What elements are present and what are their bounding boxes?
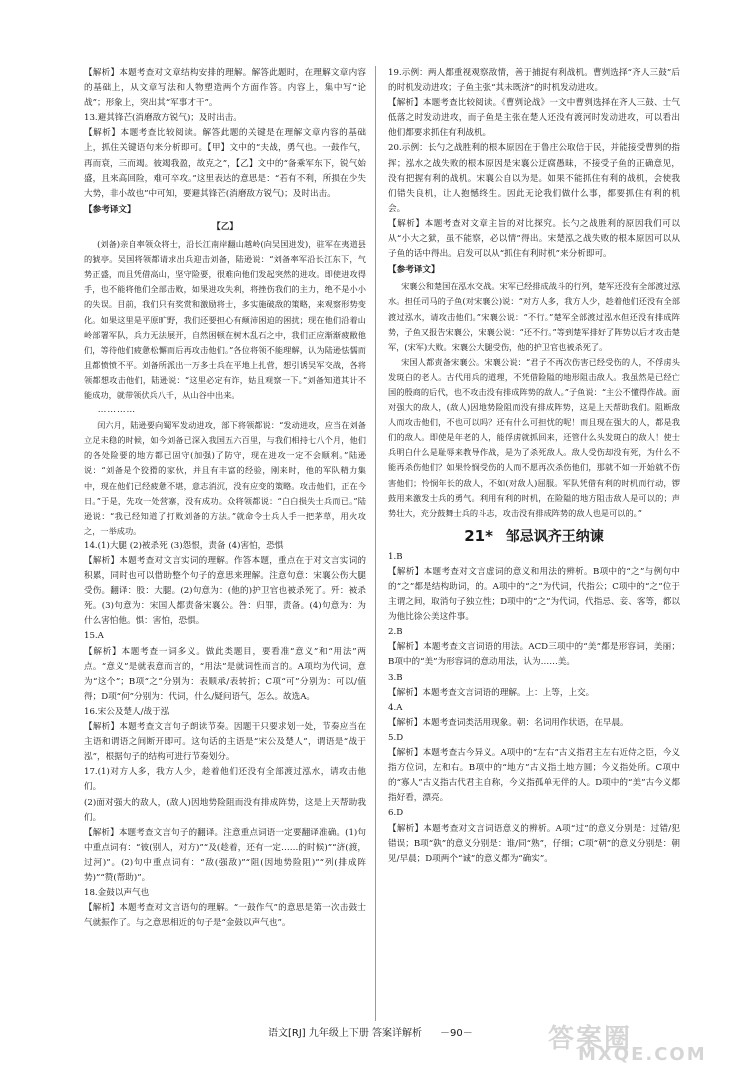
answer-13: 13.避其锋芒(消磨敌方锐气)；及时出击。 (84, 113, 242, 124)
answer-l5: 5.D (388, 732, 404, 743)
lesson-title: 邹忌讽齐王纳谏 (505, 528, 604, 545)
yi-translation-2: 闰六月，陆逊要向蜀军发动进攻，部下将领都说：“发动进攻，应当在刘备立足未稳的时候，如今刘备已深入我国五六百里，与我们相持七八个月，他们的各处险要的地方都已固守(加强)了防守，现在进攻一定不会顺利。”陆逊说：“刘备是个狡猾的家伙，并且有丰富的经验，刚来时，他的军队精力集中，现在他们已经疲惫不堪，意志消沉，没有应变的策略。攻击他们，正在今日。”于是，先攻一处营寨，没有成功。众将领都说：“白白损失士兵而已。”陆逊说：“我已经知道了打败刘备的方法。”就命令士兵人手一把茅草，用火攻之，一举成功。 (84, 420, 366, 536)
analysis-20: 【解析】本题考查对文章主旨的对比探究。长勺之战胜利的原因我们可以从“小大之狱，虽不能察，必以情”得出。宋楚泓之战失败的根本原因可以从子鱼的话中得出。启发可以从“抓住有利时机”来分析即可。 (388, 218, 680, 260)
reference-translation-heading: 【参考译文】 (388, 265, 440, 276)
yi-translation-1: (刘备)亲自率领众将士，沿长江南岸翻山越岭(向吴国进发)，驻军在夷道县的猇亭。吴国将领都请求出兵迎击刘备，陆逊说：“刘备率军沿长江东下，气势正盛，而且凭借高山，坚守险要，很难向他们发起突然的进攻。即使进攻得手，也不能将他们全部击败，如果进攻失利，将挫伤我们的主力，绝不是小小的失误。目前，我们只有奖赏和激励将士，多实施破敌的策略，来观察形势变化。如果这里是平原旷野，我们还要担心有颠沛困迫的困扰；现在他们沿着山岭部署军队，兵力无法展开，自然困顿在树木乱石之中，我们正应渐渐疲敝他们，等待他们疲惫松懈而后再攻击他们。”各位将领不能理解，认为陆逊怯懦而且都愤愤不平。刘备所派出一万多士兵在平地上扎营，想引诱吴军交战，各将领都想攻击他们，陆逊说：“这里必定有诈，姑且观察一下。”刘备知道其计不能成功，就带领伏兵八千，从山谷中出来。 (84, 239, 366, 400)
analysis-l3: 【解析】本题考查文言词语的理解。上：上等，上交。 (388, 687, 595, 698)
analysis-19: 【解析】本题考查比较阅读。《曹刿论战》一文中曹刿选择在齐人三鼓、士气低落之时发动进攻，而子鱼是主张在楚人还没有渡河时发动进攻，可以看出他们都要求抓住有利战机。 (388, 98, 680, 139)
translation-1: 宋襄公和楚国在泓水交战。宋军已经排成战斗的行列，楚军还没有全部渡过泓水。担任司马的子鱼(对宋襄公)说：“对方人多，我方人少，趁着他们还没有全部渡过泓水，请攻击他们。”宋襄公说：“不行。”楚军全部渡过泓水但还没有排成阵势，子鱼又报告宋襄公，宋襄公说：“还不行。”等到楚军排好了阵势以后才攻击楚军，(宋军)大败。宋襄公大腿受伤，他的护卫官也被杀死了。 (388, 281, 680, 352)
answer-l2: 2.B (388, 627, 403, 638)
answer-15: 15.A (84, 631, 104, 642)
analysis-18: 【解析】本题考查对文言语句的理解。“一鼓作气”的意思是第一次击鼓士气就振作了。与之意思相近的句子是“金鼓以声气也”。 (84, 903, 366, 929)
analysis-l2: 【解析】本题考查文言词语的用法。ACD三项中的“美”都是形容词，美丽；B项中的“美”为形容词的意动用法，认为……美。 (388, 642, 680, 668)
yi-heading: 【乙】 (212, 221, 238, 232)
analysis-16: 【解析】本题考查文言句子朗读节奏。因题干只要求划一处，节奏应当在主语和谓语之间断开即可。这句话的主语是“宋公及楚人”，谓语是“战于泓”，根据句子的结构可进行节奏划分。 (84, 722, 366, 763)
column-divider (375, 66, 376, 1021)
answer-l3: 3.B (388, 672, 403, 683)
watermark-text: 答案圈 (548, 1024, 633, 1054)
analysis-l5: 【解析】本题考查古今异义。A项中的“左右”古义指君主左右近侍之臣，今义指方位词，左和右。B项中的“地方”古义指土地方圆；今义指处所。C项中的“寡人”古义指古代君主自称，今义指孤单无伴的人。D项中的“美”古今义都指好看，漂亮。 (388, 748, 680, 804)
analysis-13: 【解析】本题考查比较阅读。解答此题的关键是在理解文章内容的基础上，抓住关键语句来分析即可。【甲】文中的“夫战，勇气也。一鼓作气，再而衰，三而竭。彼竭我盈，故克之”，【乙】文中的“备乘军东下，锐气始盛，且来高回险，难可卒攻。”这里表达的意思是：“若有不利，所损在少失大势，非小故也”中可知，要避其锋芒(消磨敌方锐气)；及时出击。 (84, 128, 366, 199)
analysis-l4: 【解析】本题考查词类活用现象。朝：名词用作状语，在早晨。 (388, 717, 629, 728)
page-number: －90－ (440, 1028, 473, 1039)
left-column (84, 66, 366, 931)
analysis-l1: 【解析】本题考查对文言虚词的意义和用法的辨析。B项中的“之”与例句中的“之”都是结构助词，的。A项中的“之”为代词，代指公；C项中的“之”位于主谓之间，取消句子独立性；D项中的“之”为代词，代指忌、妾、客等，都以为他比徐公美这件事。 (388, 566, 680, 623)
watermark-logo (548, 1018, 734, 1064)
lesson-heading (388, 527, 680, 546)
reference-translation-heading: 【参考译文】 (84, 204, 136, 215)
analysis-paragraph: 【解析】本题考查对文章结构安排的理解。解答此题时，在理解文章内容的基础上，从文章写法和人物塑造两个方面作答。内容上，集中写“论战”；形象上，突出其“军事才干”。 (84, 68, 366, 109)
footer-text: 语文[RJ] 九年级上下册 答案详解析 (268, 1028, 423, 1039)
lesson-number: 21* (464, 526, 493, 545)
answer-19: 19.示例：两人都重视观察敌情，善于捕捉有利战机。曹刿选择“齐人三鼓”后的时机发动进攻；子鱼主张“其未既济”的时机发动进攻。 (388, 68, 680, 94)
analysis-15: 【解析】本题考查一词多义。做此类题目，要看准“意义”和“用法”两点。“意义”是就表意而言的，“用法”是就词性而言的。A项均为代词，意为“这个”；B项“之”分别为：表顺承/表转折；C项“可”分别为：可以/值得；D项“何”分别为：代词，什么/疑问语气，怎么。故选A。 (84, 646, 366, 702)
answer-16: 16.宋公及楚人/战于泓 (84, 706, 170, 717)
answer-l6: 6.D (388, 808, 404, 819)
watermark-url: MXQE.COM (578, 1044, 707, 1065)
analysis-14: 【解析】本题考查对文言实词的理解。作答本题，重点在于对文言实词的积累，同时也可以借助整个句子的意思来理解。注意句意：宋襄公伤大腿受伤。翻译：股：大腿。(2)句意为：(他的)护卫官也被杀死了。歼：被杀死。(3)句意为：宋国人都责备宋襄公。咎：归罪，责备。(4)句意为：为什么害怕他。惧：害怕，恐惧。 (84, 556, 366, 627)
answer-l1: 1.B (388, 551, 403, 562)
analysis-l6: 【解析】本题考查对文言词语意义的辨析。A项“过”的意义分别是：过错/犯错误；B项“孰”的意义分别是：谁/同“熟”，仔细；C项“朝”的意义分别是：朝见/早晨；D项两个“诚”的意义都为“确实”。 (388, 823, 680, 864)
analysis-17: 【解析】本题考查文言句子的翻译。注意重点词语一定要翻译准确。(1)句中重点词有：“彼(别人，对方)”“及(趁着，还有一定……的时候)”“济(渡，过河)”。(2)句中重点词有：“敌(强敌)”“阻(因地势险阻)”“列(排成阵势)”“赞(帮助)”。 (84, 827, 366, 883)
answer-17-2: (2)面对强大的敌人，(敌人)因地势险阻而没有排成阵势，这是上天帮助我们。 (84, 797, 366, 823)
answer-17-1: 17.(1)对方人多，我方人少，趁着他们还没有全部渡过泓水，请攻击他们。 (84, 767, 366, 793)
translation-2: 宋国人都责备宋襄公。宋襄公说：“君子不再次伤害已经受伤的人，不俘虏头发斑白的老人。古代用兵的道理，不凭借险隘的地形阻击敌人。我虽然是已经亡国的殷商的后代，也不攻击没有排成阵势的敌人。”子鱼说：“主公不懂得作战。面对强大的敌人，(敌人)因地势险阻而没有排成阵势，这是上天帮助我们。阻断敌人而攻击他们，不也可以吗？还有什么可担忧的呢！而且现在强大的人，都是我们的敌人。即使是年老的人，能俘虏就抓回来，还管什么头发斑白的敌人！使士兵明白什么是耻辱来教导作战，是为了杀死敌人。敌人受伤却没有死，为什么不能再杀伤他们？如果怜悯受伤的人而不愿再次杀伤他们，那就不如一开始就不伤害他们；怜悯年长的敌人，不如(对敌人)屈服。军队凭借有利的时机而行动，锣鼓用来激发士兵的勇气。利用有利的时机，在险隘的地方阻击敌人是可以的；声势壮大，充分鼓舞士兵的斗志，攻击没有排成阵势的敌人也是可以的。” (388, 356, 680, 518)
right-column (388, 66, 680, 867)
answer-14: 14.(1)大腿 (2)被杀死 (3)怨恨，责备 (4)害怕，恐惧 (84, 540, 284, 551)
ellipsis-line: ………… (97, 405, 137, 416)
answer-18: 18.金鼓以声气也 (84, 888, 150, 899)
answer-l4: 4.A (388, 702, 403, 713)
answer-20: 20.示例：长勺之战胜利的根本原因在于鲁庄公取信于民，并能接受曹刿的指挥；泓水之战失败的根本原因是宋襄公迂腐愚昧，不接受子鱼的正确意见，没有把握有利的战机。宋襄公自以为是。如果不能抓住有利的战机，会使我们错失良机，让人抱憾终生。因此无论我们做什么事，都要抓住有利的机会。 (388, 143, 680, 214)
